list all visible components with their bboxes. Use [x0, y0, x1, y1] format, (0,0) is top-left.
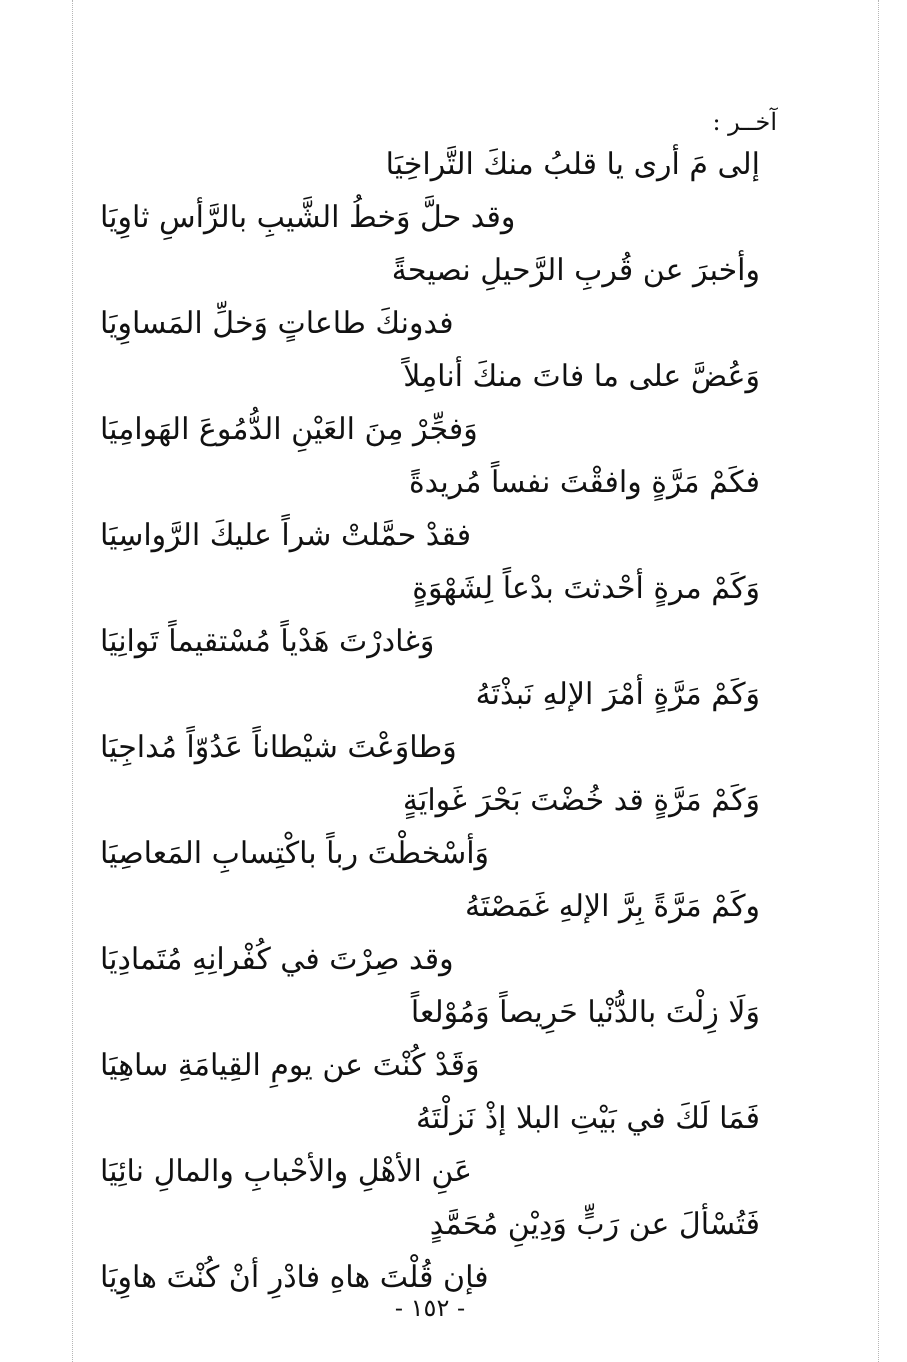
verse-first-half: وكَمْ مَرَّةً بِرَّ الإلهِ غَمَصْتَهُ: [465, 889, 760, 924]
verse-second-half: عَنِ الأهْلِ والأحْبابِ والمالِ نائِيَا: [100, 1154, 473, 1189]
verse: [100, 350, 760, 456]
verse-first-half: وَلَا زِلْتَ بالدُّنْيا حَرِيصاً وَمُوْلعاً: [410, 995, 760, 1030]
verse-first-half: فَتُسْألَ عن رَبٍّ وَدِيْنِ مُحَمَّدٍ: [429, 1207, 760, 1242]
verse: [100, 244, 760, 350]
verse-first-half: وَعُضَّ على ما فاتَ منكَ أنامِلاً: [403, 359, 760, 394]
verse-second-half: فإن قُلْتَ هاهِ فادْرِ أنْ كُنْتَ هاوِيَا: [100, 1260, 489, 1295]
verse: [100, 986, 760, 1092]
verse: [100, 774, 760, 880]
verse: [100, 562, 760, 668]
verse-first-half: فكَمْ مَرَّةٍ وافقْتَ نفساً مُريدةً: [408, 465, 760, 500]
right-margin-guide: [878, 0, 879, 1362]
verse-second-half: وقد حلَّ وَخطُ الشَّيبِ بالرَّأسِ ثاوِيَا: [100, 200, 516, 235]
verse-second-half: وَطاوَعْتَ شيْطاناً عَدُوّاً مُداجِيَا: [100, 730, 457, 765]
verse-first-half: وأخبرَ عن قُربِ الرَّحيلِ نصيحةً: [391, 253, 760, 288]
poem-body: [100, 138, 760, 1304]
verse-first-half: وَكَمْ مرةٍ أحْدثتَ بدْعاً لِشَهْوَةٍ: [412, 571, 760, 606]
verse: [100, 668, 760, 774]
verse-first-half: فَمَا لَكَ في بَيْتِ البلا إذْ نَزلْتَهُ: [416, 1101, 760, 1136]
section-heading: آخــر :: [712, 108, 777, 136]
verse-second-half: وقد صِرْتَ في كُفْرانِهِ مُتَمادِيَا: [100, 942, 454, 977]
verse-second-half: وَفجِّرْ مِنَ العَيْنِ الدُّمُوعَ الهَوامِيَا: [100, 412, 478, 447]
verse-second-half: فدونكَ طاعاتٍ وَخلِّ المَساوِيَا: [100, 306, 454, 341]
verse-second-half: فقدْ حمَّلتْ شراً عليكَ الرَّواسِيَا: [100, 518, 472, 553]
verse-second-half: وَغادرْتَ هَدْياً مُسْتقيماً تَوانِيَا: [100, 624, 435, 659]
verse-first-half: إلى مَ أرى يا قلبُ منكَ التَّراخِيَا: [385, 147, 760, 182]
verse: [100, 880, 760, 986]
verse: [100, 138, 760, 244]
verse-first-half: وَكَمْ مَرَّةٍ قد خُضْتَ بَحْرَ غَوايَةٍ: [402, 783, 760, 818]
left-margin-guide: [72, 0, 73, 1362]
verse-second-half: وَقَدْ كُنْتَ عن يومِ القِيامَةِ ساهِيَا: [100, 1048, 480, 1083]
verse-second-half: وَأسْخطْتَ رباً باكْتِسابِ المَعاصِيَا: [100, 836, 490, 871]
verse: [100, 456, 760, 562]
verse-first-half: وَكَمْ مَرَّةٍ أمْرَ الإلهِ نَبذْتَهُ: [475, 677, 760, 712]
verse: [100, 1092, 760, 1198]
verse: [100, 1198, 760, 1304]
page-number: - ١٥٢ -: [394, 1294, 466, 1322]
